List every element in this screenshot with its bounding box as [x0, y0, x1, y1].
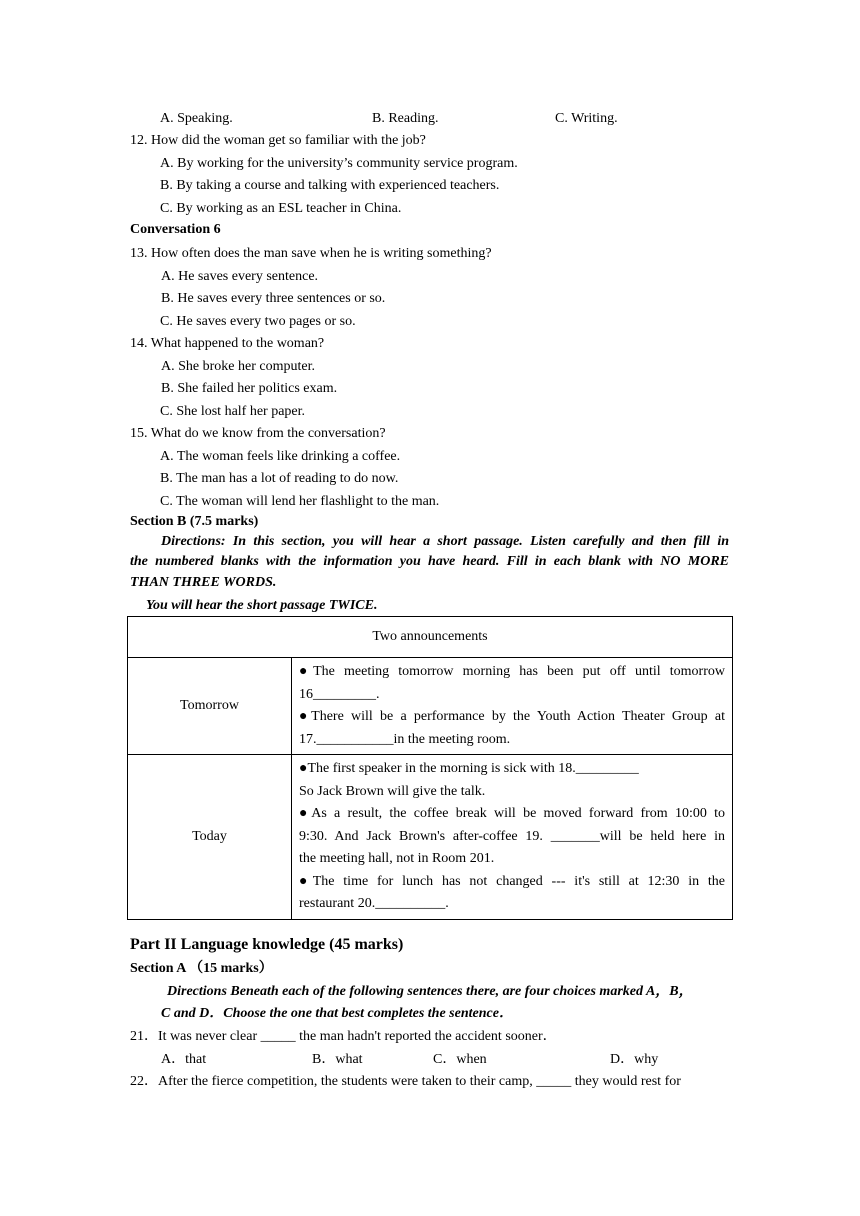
q11-option-a: A. Speaking.	[160, 111, 233, 126]
table-title: Two announcements	[128, 617, 733, 658]
blank-19: _______	[550, 828, 600, 844]
part-2-directions-line2: C and D．Choose the one that best completes the sentence．	[161, 1006, 513, 1021]
q11-option-c: C. Writing.	[555, 111, 618, 126]
section-b-directions-line2: the numbered blanks with the information you have heard. Fill in each blank with NO MORE	[130, 554, 729, 569]
q13-option-c: C. He saves every two pages or so.	[160, 314, 356, 329]
today-line-7	[299, 893, 725, 916]
section-b-directions-line1: Directions: In this section, you will hear a short passage. Listen carefully and then fill in	[161, 534, 729, 549]
q21-option-d: D．why	[610, 1052, 659, 1067]
tomorrow-line-3: ●There will be a performance by the Youth Action Theater Group at	[299, 709, 725, 724]
tomorrow-line-4	[299, 729, 725, 752]
q14-stem: 14. What happened to the woman?	[130, 336, 325, 351]
q15-option-c: C. The woman will lend her flashlight to the man.	[160, 494, 440, 509]
row-label-today: Today	[128, 755, 292, 920]
q13-option-a: A. He saves every sentence.	[161, 269, 319, 284]
today-line-4	[299, 826, 725, 849]
blank-18: _________	[575, 761, 639, 776]
today-line-5: the meeting hall, not in Room 201.	[299, 851, 495, 866]
q15-stem: 15. What do we know from the conversation?	[130, 426, 386, 441]
today-line-7-start: restaurant 20.	[299, 896, 376, 911]
q12-option-a: A. By working for the university’s community service program.	[160, 156, 518, 171]
today-line-1	[299, 758, 725, 781]
blank-20: __________	[375, 896, 446, 911]
q13-option-b: B. He saves every three sentences or so.	[161, 291, 386, 306]
q21-option-a: A．that	[161, 1052, 207, 1067]
conversation-6-heading: Conversation 6	[130, 222, 221, 237]
tomorrow-announcements	[292, 658, 733, 755]
tomorrow-line-4-end: in the meeting room.	[393, 731, 511, 747]
blank-16-number: 16	[299, 686, 313, 702]
q14-option-c: C. She lost half her paper.	[160, 404, 306, 419]
part-2-heading: Part II Language knowledge (45 marks)	[130, 936, 404, 953]
part-2-directions-line1: Directions Beneath each of the following sentences there, are four choices marked A，B，	[167, 984, 693, 999]
q21-option-c: C．when	[433, 1052, 487, 1067]
tomorrow-line-2-end: .	[376, 686, 380, 702]
q21-stem: 21．It was never clear _____ the man hadn't reported the accident sooner．	[130, 1029, 557, 1044]
q12-stem: 12. How did the woman get so familiar with the job?	[130, 133, 426, 148]
announcements-table	[127, 616, 733, 920]
q12-option-b: B. By taking a course and talking with experienced teachers.	[160, 178, 500, 193]
today-line-6: ●The time for lunch has not changed --- it's still at 12:30 in the	[299, 873, 725, 889]
today-line-4-start: 9:30. And Jack Brown's after-coffee 19.	[299, 828, 551, 844]
q11-option-b: B. Reading.	[372, 111, 439, 126]
tomorrow-line-2	[299, 684, 725, 707]
today-line-7-end: .	[445, 896, 449, 911]
q14-option-b: B. She failed her politics exam.	[161, 381, 338, 396]
today-line-3: ●As a result, the coffee break will be moved forward from 10:00 to	[299, 806, 725, 821]
blank-17-number: 17.	[299, 731, 317, 747]
section-b-directions-line3: THAN THREE WORDS.	[130, 575, 277, 590]
q13-stem: 13. How often does the man save when he is writing something?	[130, 246, 492, 261]
section-b-twice-note: You will hear the short passage TWICE.	[146, 598, 378, 613]
blank-16: _________	[313, 686, 376, 702]
q22-stem: 22．After the fierce competition, the students were taken to their camp, _____ they would rest for	[130, 1074, 681, 1089]
q21-option-b: B．what	[312, 1052, 363, 1067]
blank-17: ___________	[316, 731, 394, 747]
part-2-section-a-heading: Section A （15 marks）	[130, 961, 273, 976]
q12-option-c: C. By working as an ESL teacher in China.	[160, 201, 402, 216]
today-line-4-end: will be held here in	[599, 828, 726, 844]
row-label-tomorrow: Tomorrow	[128, 658, 292, 755]
q14-option-a: A. She broke her computer.	[161, 359, 315, 374]
today-line-1-text: ●The first speaker in the morning is sick with 18.	[299, 761, 576, 776]
q15-option-b: B. The man has a lot of reading to do now.	[160, 471, 399, 486]
today-announcements	[292, 755, 733, 920]
tomorrow-line-1: ●The meeting tomorrow morning has been put off until tomorrow	[299, 664, 725, 679]
section-b-heading: Section B (7.5 marks)	[130, 514, 259, 529]
today-line-2: So Jack Brown will give the talk.	[299, 783, 486, 799]
q15-option-a: A. The woman feels like drinking a coffee.	[160, 449, 401, 464]
